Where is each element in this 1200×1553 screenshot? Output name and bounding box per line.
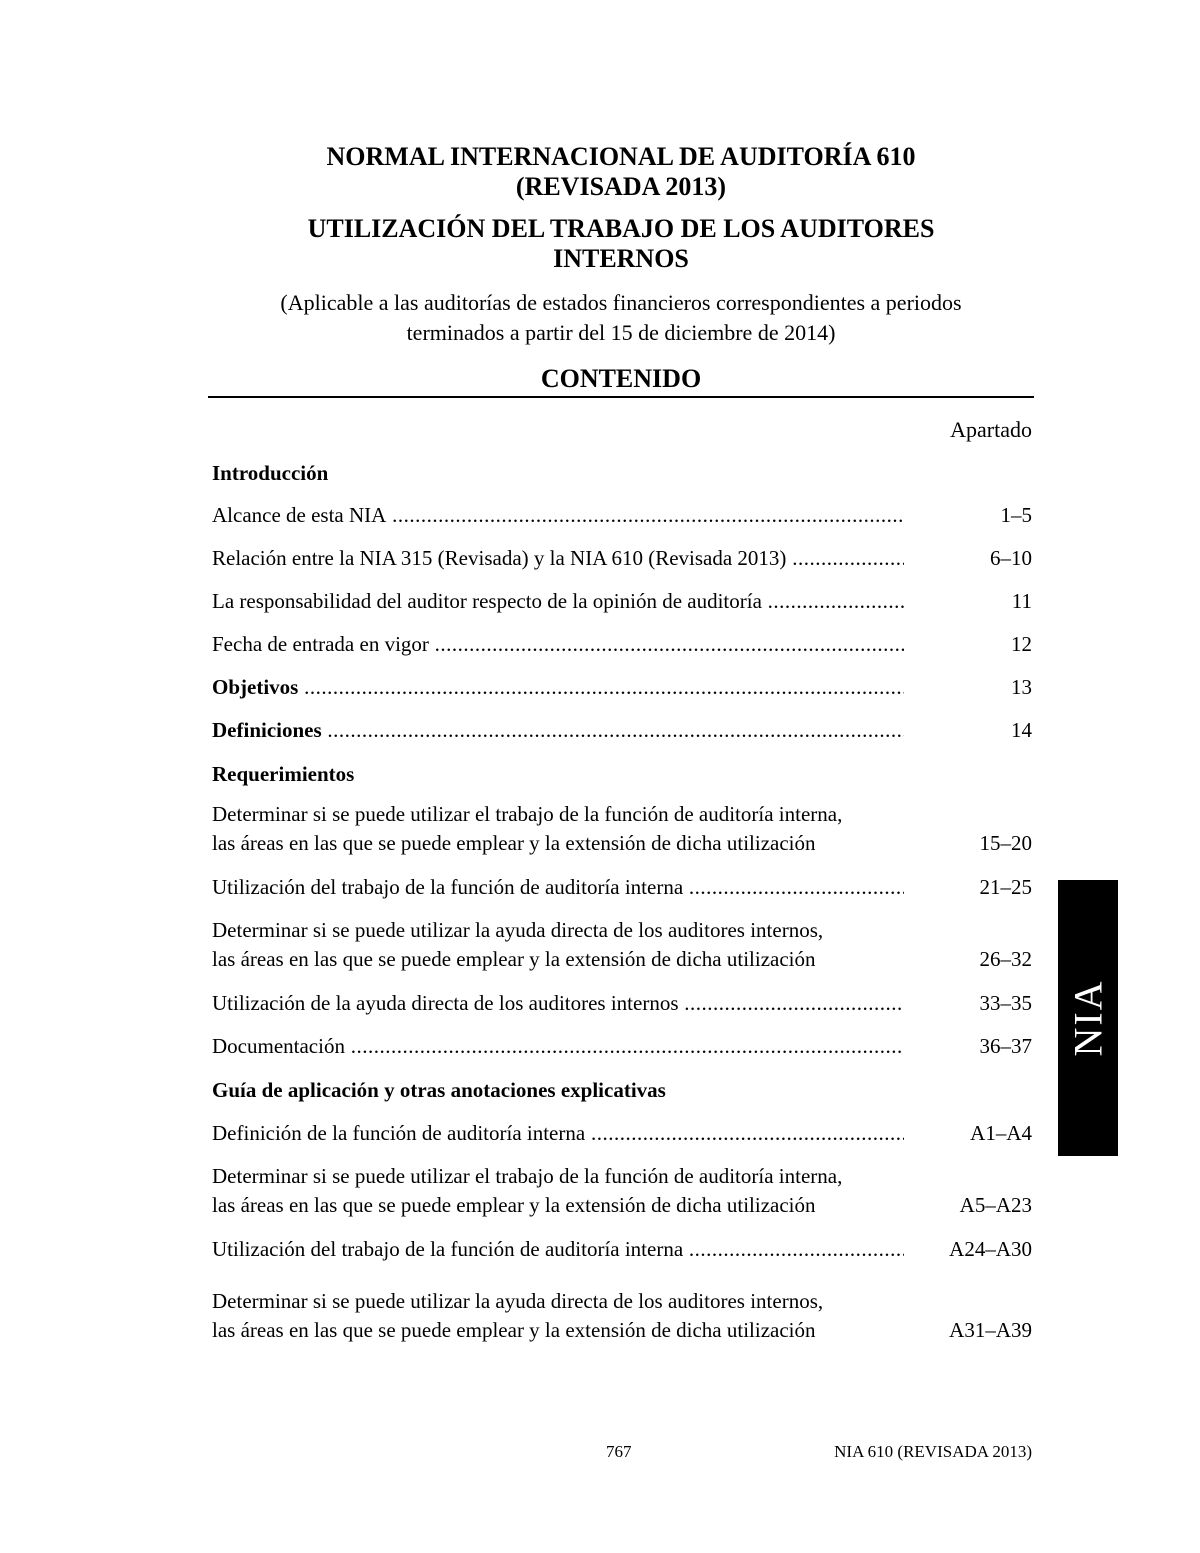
section-heading-introduccion: Introducción	[212, 461, 329, 485]
toc-entry-paragraphs: 12	[1011, 632, 1032, 656]
toc-entry-paragraphs: A31–A39	[949, 1318, 1032, 1342]
toc-entry-paragraphs: A5–A23	[959, 1193, 1032, 1217]
standard-subject-line2: INTERNOS	[553, 244, 689, 273]
paragraph-column-label: Apartado	[950, 417, 1032, 442]
toc-entry-text-line1: Determinar si se puede utilizar la ayuda directa de los auditores internos,	[212, 1289, 824, 1313]
toc-entry-text: Utilización del trabajo de la función de auditoría interna	[212, 875, 684, 899]
standard-title: NORMAL INTERNACIONAL DE AUDITORÍA 610	[326, 142, 916, 171]
toc-entry-paragraphs: 1–5	[1000, 503, 1032, 527]
toc-entry-guia-determinar-ayuda[interactable]	[212, 1287, 1032, 1345]
toc-entry-text: Utilización del trabajo de la función de auditoría interna	[212, 1237, 684, 1261]
applicability-note	[208, 288, 1034, 348]
toc-entry-paragraphs: 6–10	[990, 546, 1032, 570]
toc-entry-text: Definición de la función de auditoría interna	[212, 1121, 586, 1145]
toc-entry-paragraphs: 14	[1011, 718, 1032, 742]
toc-entry-text: Relación entre la NIA 315 (Revisada) y la NIA 610 (Revisada 2013)	[212, 546, 787, 570]
toc-entry-text-line2: las áreas en las que se puede emplear y la extensión de dicha utilización	[212, 947, 816, 971]
toc-entry-paragraphs: 36–37	[979, 1034, 1032, 1058]
toc-entry-paragraphs: 15–20	[979, 831, 1032, 855]
toc-entry-text: Objetivos	[212, 675, 299, 699]
standard-subject-line1: UTILIZACIÓN DEL TRABAJO DE LOS AUDITORES	[307, 214, 935, 243]
toc-entry-text: Fecha de entrada en vigor	[212, 632, 429, 656]
toc-entry-paragraphs: 33–35	[979, 991, 1032, 1015]
toc-entry-text-line2: las áreas en las que se puede emplear y la extensión de dicha utilización	[212, 1193, 816, 1217]
toc-entry-text-line1: Determinar si se puede utilizar el trabajo de la función de auditoría interna,	[212, 802, 843, 826]
toc-entry-text: Alcance de esta NIA	[212, 503, 387, 527]
toc-entry-paragraphs: 26–32	[979, 947, 1032, 971]
contents-divider	[208, 396, 1034, 398]
toc-entry-req-determinar-ayuda[interactable]	[212, 916, 1032, 974]
standard-revision: (REVISADA 2013)	[515, 172, 727, 201]
section-heading-guia: Guía de aplicación y otras anotaciones explicativas	[212, 1078, 666, 1102]
toc-entry-text: La responsabilidad del auditor respecto de la opinión de auditoría	[212, 589, 762, 613]
applicability-line1: (Aplicable a las auditorías de estados financieros correspondientes a periodos	[280, 290, 962, 315]
page-number: 767	[606, 1442, 632, 1461]
toc-entry-guia-determinar-trabajo[interactable]	[212, 1162, 1032, 1220]
toc-entry-text-line1: Determinar si se puede utilizar el trabajo de la función de auditoría interna,	[212, 1164, 843, 1188]
section-heading-requerimientos: Requerimientos	[212, 762, 355, 786]
toc-entry-text-line2: las áreas en las que se puede emplear y la extensión de dicha utilización	[212, 831, 816, 855]
toc-entry-text-line1: Determinar si se puede utilizar la ayuda directa de los auditores internos,	[212, 918, 824, 942]
toc-entry-paragraphs: A24–A30	[949, 1237, 1032, 1261]
toc-entry-text-line2: las áreas en las que se puede emplear y la extensión de dicha utilización	[212, 1318, 816, 1342]
section-thumb-tab-label: NIA	[1065, 979, 1111, 1057]
toc-entry-paragraphs: 21–25	[979, 875, 1032, 899]
applicability-line2: terminados a partir del 15 de diciembre de 2014)	[406, 320, 836, 345]
contents-heading: CONTENIDO	[540, 364, 702, 393]
toc-entry-paragraphs: A1–A4	[970, 1121, 1032, 1145]
section-thumb-tab[interactable]	[1058, 880, 1118, 1156]
running-footer-standard: NIA 610 (REVISADA 2013)	[834, 1442, 1032, 1461]
toc-entry-req-determinar-trabajo[interactable]	[212, 800, 1032, 858]
toc-entry-text: Utilización de la ayuda directa de los auditores internos	[212, 991, 679, 1015]
toc-entry-paragraphs: 13	[1011, 675, 1032, 699]
toc-entry-text: Definiciones	[212, 718, 322, 742]
toc-entry-text: Documentación	[212, 1034, 345, 1058]
toc-entry-paragraphs: 11	[1011, 589, 1032, 613]
